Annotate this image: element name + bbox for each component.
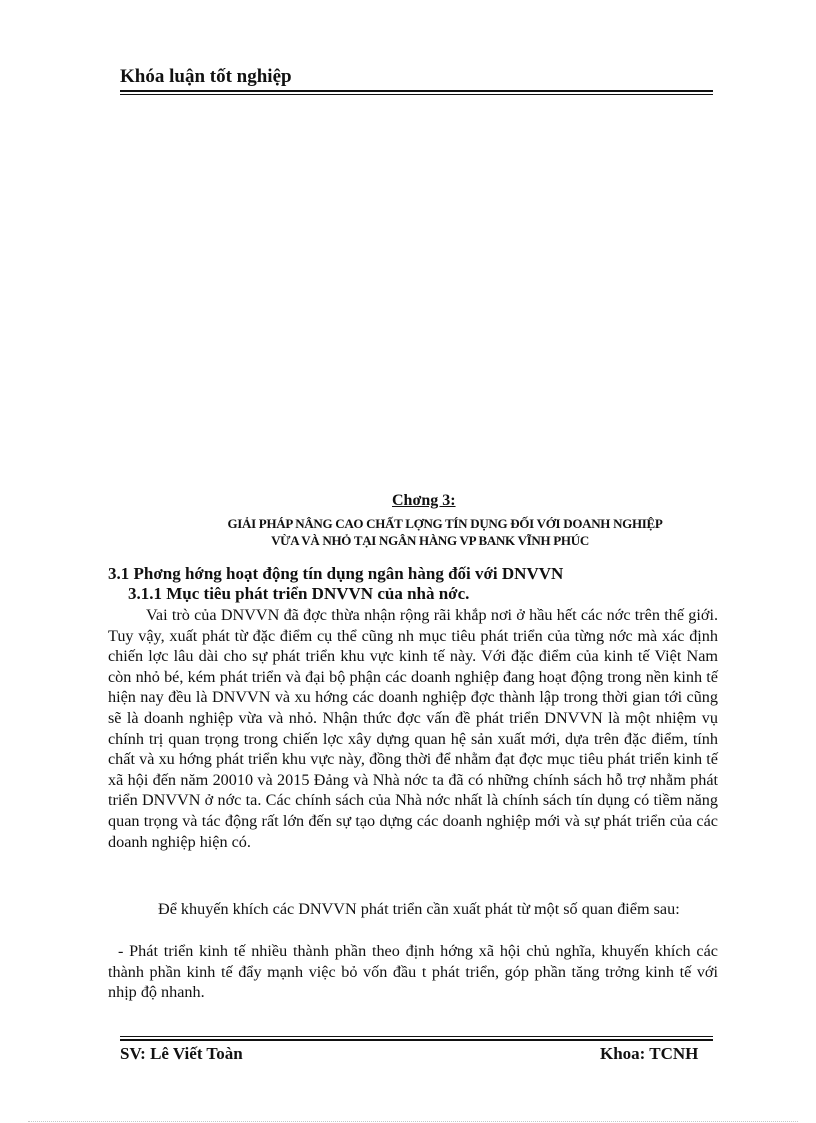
footer-faculty: Khoa: TCNH (600, 1044, 699, 1063)
body-paragraph-3: - Phát triển kinh tế nhiều thành phần theo định hớng xã hội chủ nghĩa, khuyến khích các thành phần kinh tế đẩy mạnh việc bỏ vốn đầu t phát triển, góp phần tăng trởng kinh tế với nhịp độ nhanh. (108, 942, 718, 1002)
subsection-heading: 3.1.1 Mục tiêu phát triển DNVVN của nhà nớc. (128, 584, 470, 603)
footer-rule-thick (120, 1039, 713, 1041)
header-rule-thin (120, 94, 713, 95)
header-title: Khóa luận tốt nghiệp (120, 66, 292, 87)
body-paragraph-1: Vai trò của DNVVN đã đợc thừa nhận rộng rãi khắp nơi ở hầu hết các nớc trên thế giới. Tuy vậy, xuất phát từ đặc điểm cụ thể cũng nh mục tiêu phát triển của từng nớc mà xác định chiến lợc lâu dài cho sự phát triển khu vực kinh tế này. Với đặc điểm của kinh tế Việt Nam còn nhỏ bé, kém phát triển và đại bộ phận các doanh nghiệp đang hoạt động trong nền kinh tế hiện nay đều là DNVVN và xu hớng các doanh nghiệp đợc thành lập trong thời gian tới cũng sẽ là doanh nghiệp vừa và nhỏ. Nhận thức đợc vấn đề phát triển DNVVN là một nhiệm vụ chính trị quan trọng trong chiến lợc xây dựng quan hệ sản xuất mới, dựa trên đặc điểm, tính chất và xu hớng phát triển khu vực này, đồng thời để nhằm đạt đợc mục tiêu phát triển kinh tế xã hội đến năm 20010 và 2015 Đảng và Nhà nớc ta đã có những chính sách hỗ trợ nhằm phát triển DNVVN ở nớc ta. Các chính sách của Nhà nớc nhất là chính sách tín dụng có tiềm năng quan trọng và tác động rất lớn đến sự tạo dựng các doanh nghiệp mới và sự phát triển của các doanh nghiệp hiện có. (108, 606, 718, 851)
footer-student: SV: Lê Viết Toàn (120, 1044, 243, 1063)
header-rule-thick (120, 90, 713, 92)
section-heading: 3.1 Phơng hớng hoạt động tín dụng ngân hàng đối với DNVVN (108, 564, 564, 583)
chapter-title-line1: GIẢI PHÁP NÂNG CAO CHẤT LỢNG TÍN DỤNG ĐỐI VỚI DOANH NGHIỆP (227, 516, 663, 531)
page-bottom-dotted-border (28, 1121, 798, 1122)
chapter-label: Chơng 3: (392, 492, 456, 509)
footer-rule-thin (120, 1036, 713, 1037)
chapter-title-line2: VỪA VÀ NHỎ TẠI NGÂN HÀNG VP BANK VĨNH PHÚC (271, 533, 589, 548)
body-paragraph-2: Để khuyến khích các DNVVN phát triển cần xuất phát từ một số quan điểm sau: (158, 900, 680, 918)
